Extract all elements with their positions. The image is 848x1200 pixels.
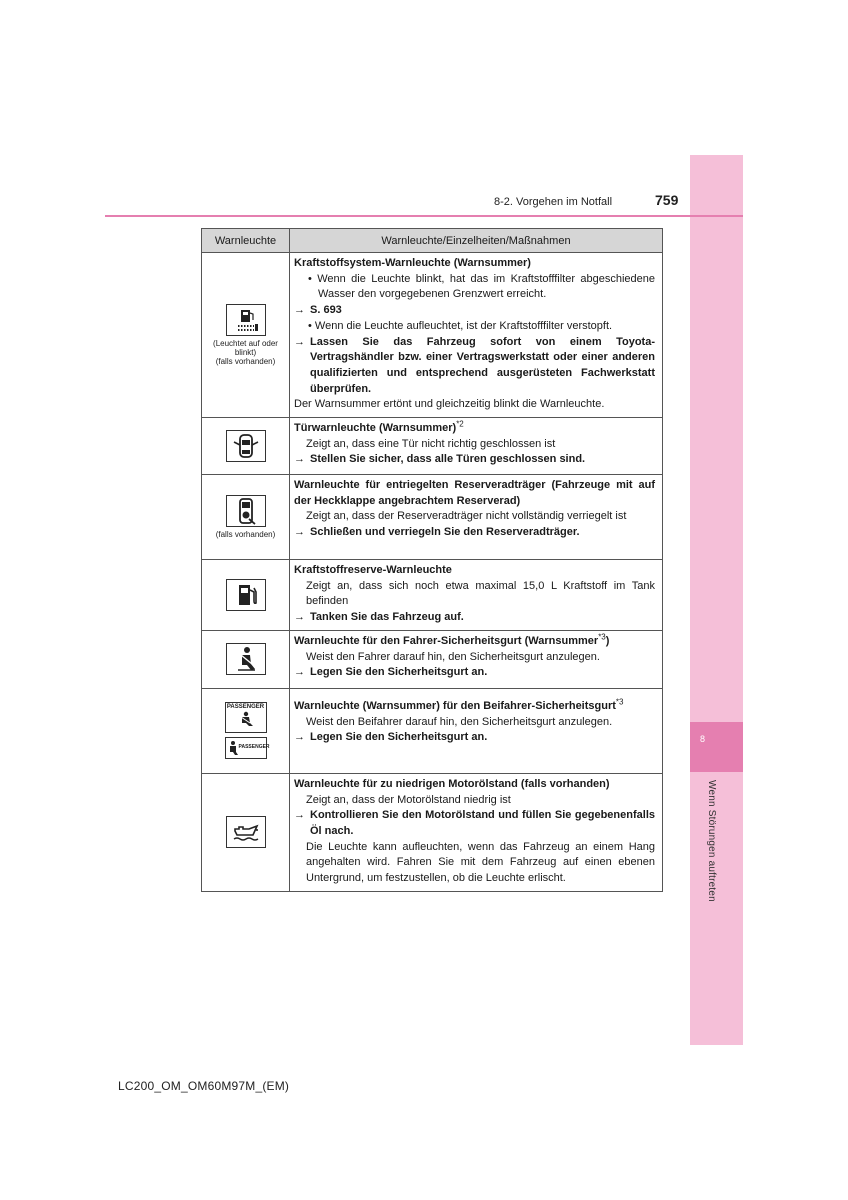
fuel-filter-warning-icon (226, 304, 266, 336)
icon-cell (202, 253, 290, 418)
spare-tire-carrier-warning-icon (226, 495, 266, 527)
icon-caption: (Leuchtet auf oder blinkt) (213, 339, 278, 358)
icon-cell (202, 560, 290, 631)
section-title: 8-2. Vorgehen im Notfall (494, 196, 613, 208)
bullet-text: Wenn die Leuchte blinkt, hat das im Kraftstofffilter abgeschiedene Wasser den vorgegebenen Grenzwert erreicht. (317, 272, 655, 301)
details-cell (290, 418, 663, 475)
chapter-label: Wenn Störungen auftreten (706, 780, 717, 902)
chapter-tab[interactable] (690, 722, 743, 772)
icon-cell (202, 688, 290, 773)
table-row (202, 418, 663, 475)
description-text: Zeigt an, dass eine Tür nicht richtig geschlossen ist (306, 437, 556, 450)
table-row (202, 253, 663, 418)
arrow-icon: → (294, 335, 305, 348)
door-open-warning-icon (226, 430, 266, 462)
table-row (202, 560, 663, 631)
action-text: Lassen Sie das Fahrzeug sofort von einem Toyota-Vertragshändler bzw. einer Vertragswerkstatt oder einer anderen qualifizierten und entsprechend ausgerüsteten Fachwerkstatt überprüfen. (310, 335, 655, 395)
row-title: Warnleuchte für den Fahrer-Sicherheitsgurt (Warnsummer (294, 634, 599, 647)
details-cell (290, 630, 663, 688)
action-item (294, 665, 655, 681)
side-tab (690, 155, 743, 1045)
action-item (294, 525, 655, 541)
note-text: Der Warnsummer ertönt und gleichzeitig blinkt die Warnleuchte. (294, 398, 605, 411)
document-code: LC200_OM_OM60M97M_(EM) (118, 1079, 290, 1093)
header-icon-column: Warnleuchte (202, 229, 290, 253)
row-title: Türwarnleuchte (Warnsummer) (294, 422, 457, 435)
description-text: Zeigt an, dass sich noch etwa maximal 15,0 L Kraftstoff im Tank befinden (306, 579, 655, 608)
action-text: Legen Sie den Sicherheitsgurt an. (310, 731, 488, 744)
icon-cell (202, 418, 290, 475)
details-cell (290, 688, 663, 773)
action-text: Tanken Sie das Fahrzeug auf. (310, 611, 464, 624)
action-text: Kontrollieren Sie den Motorölstand und füllen Sie gegebenenfalls Öl nach. (310, 809, 655, 837)
table-row (202, 475, 663, 560)
description-text: Zeigt an, dass der Motorölstand niedrig ist (306, 793, 511, 806)
action-item (294, 303, 655, 319)
details-cell (290, 475, 663, 560)
arrow-icon: → (294, 453, 305, 466)
description-text: Weist den Beifahrer darauf hin, den Sicherheitsgurt anzulegen. (306, 715, 613, 728)
action-item (294, 808, 655, 839)
passenger-badge-label: PASSENGER (226, 704, 265, 711)
action-item (294, 730, 655, 746)
warning-light-table (201, 228, 663, 892)
table-row (202, 688, 663, 773)
row-title: Warnleuchte für entriegelten Reserveradträger (Fahrzeuge mit auf der Heckklappe angebrachtem Reserverad) (294, 479, 655, 507)
table-row (202, 773, 663, 891)
bullet-item: • Wenn die Leuchte aufleuchtet, ist der Kraftstofffilter verstopft. (308, 319, 613, 332)
footnote-marker: *2 (456, 419, 464, 429)
row-title: Warnleuchte (Warnsummer) für den Beifahrer-Sicherheitsgurt (294, 699, 616, 712)
arrow-icon: → (294, 666, 305, 679)
icon-caption: (falls vorhanden) (215, 357, 276, 367)
seatbelt-passenger-small-icon (225, 737, 270, 759)
page-reference-link[interactable]: S. 693 (310, 304, 342, 317)
action-text: Legen Sie den Sicherheitsgurt an. (310, 666, 488, 679)
row-title: Warnleuchte für zu niedrigen Motorölstand (falls vorhanden) (294, 777, 610, 790)
header-details-column: Warnleuchte/Einzelheiten/Maßnahmen (290, 229, 663, 253)
arrow-icon: → (294, 526, 305, 539)
action-item (294, 335, 655, 398)
fuel-pump-icon (226, 579, 266, 611)
action-text: Stellen Sie sicher, dass alle Türen geschlossen sind. (310, 453, 586, 466)
icon-cell (202, 773, 290, 891)
low-oil-level-icon (226, 816, 266, 848)
details-cell (290, 560, 663, 631)
icon-cell (202, 630, 290, 688)
seatbelt-passenger-icon (225, 702, 267, 733)
arrow-icon: → (294, 304, 305, 317)
description-text: Die Leuchte kann aufleuchten, wenn das Fahrzeug an einem Hang angehalten wird. Fahren Sie mit dem Fahrzeug auf einen ebenen Untergrund, um festzustellen, ob die Leuchte erlischt. (306, 840, 655, 885)
table-header-row (202, 229, 663, 253)
row-title: Kraftstoffreserve-Warnleuchte (294, 564, 452, 577)
header-rule (105, 215, 743, 217)
seatbelt-driver-icon (226, 643, 266, 675)
passenger-badge-label-small: PASSENGER (238, 744, 270, 751)
description-text: Zeigt an, dass der Reserveradträger nicht vollständig verriegelt ist (306, 510, 627, 523)
action-text: Schließen und verriegeln Sie den Reserveradträger. (310, 526, 580, 539)
action-item (294, 610, 655, 626)
chapter-number: 8 (700, 734, 706, 744)
bullet-item: • Wenn die Leuchte blinkt, hat das im Kraftstofffilter abgeschiedene Wasser den vorgegebenen Grenzwert erreicht. (308, 272, 655, 301)
details-cell (290, 253, 663, 418)
bullet-text: Wenn die Leuchte aufleuchtet, ist der Kraftstofffilter verstopft. (314, 319, 613, 332)
footnote-marker: *3 (615, 697, 624, 707)
icon-cell (202, 475, 290, 560)
action-item (294, 452, 655, 468)
arrow-icon: → (294, 731, 305, 744)
row-title: Kraftstoffsystem-Warnleuchte (Warnsummer) (294, 257, 531, 269)
description-text: Weist den Fahrer darauf hin, den Sicherheitsgurt anzulegen. (306, 650, 600, 663)
table-row (202, 630, 663, 688)
footnote-marker: *3 (598, 632, 606, 642)
page-number: 759 (655, 192, 679, 208)
row-title-end: ) (605, 634, 610, 647)
icon-caption: (falls vorhanden) (215, 530, 276, 540)
arrow-icon: → (294, 611, 305, 624)
details-cell (290, 773, 663, 891)
arrow-icon: → (294, 809, 305, 822)
